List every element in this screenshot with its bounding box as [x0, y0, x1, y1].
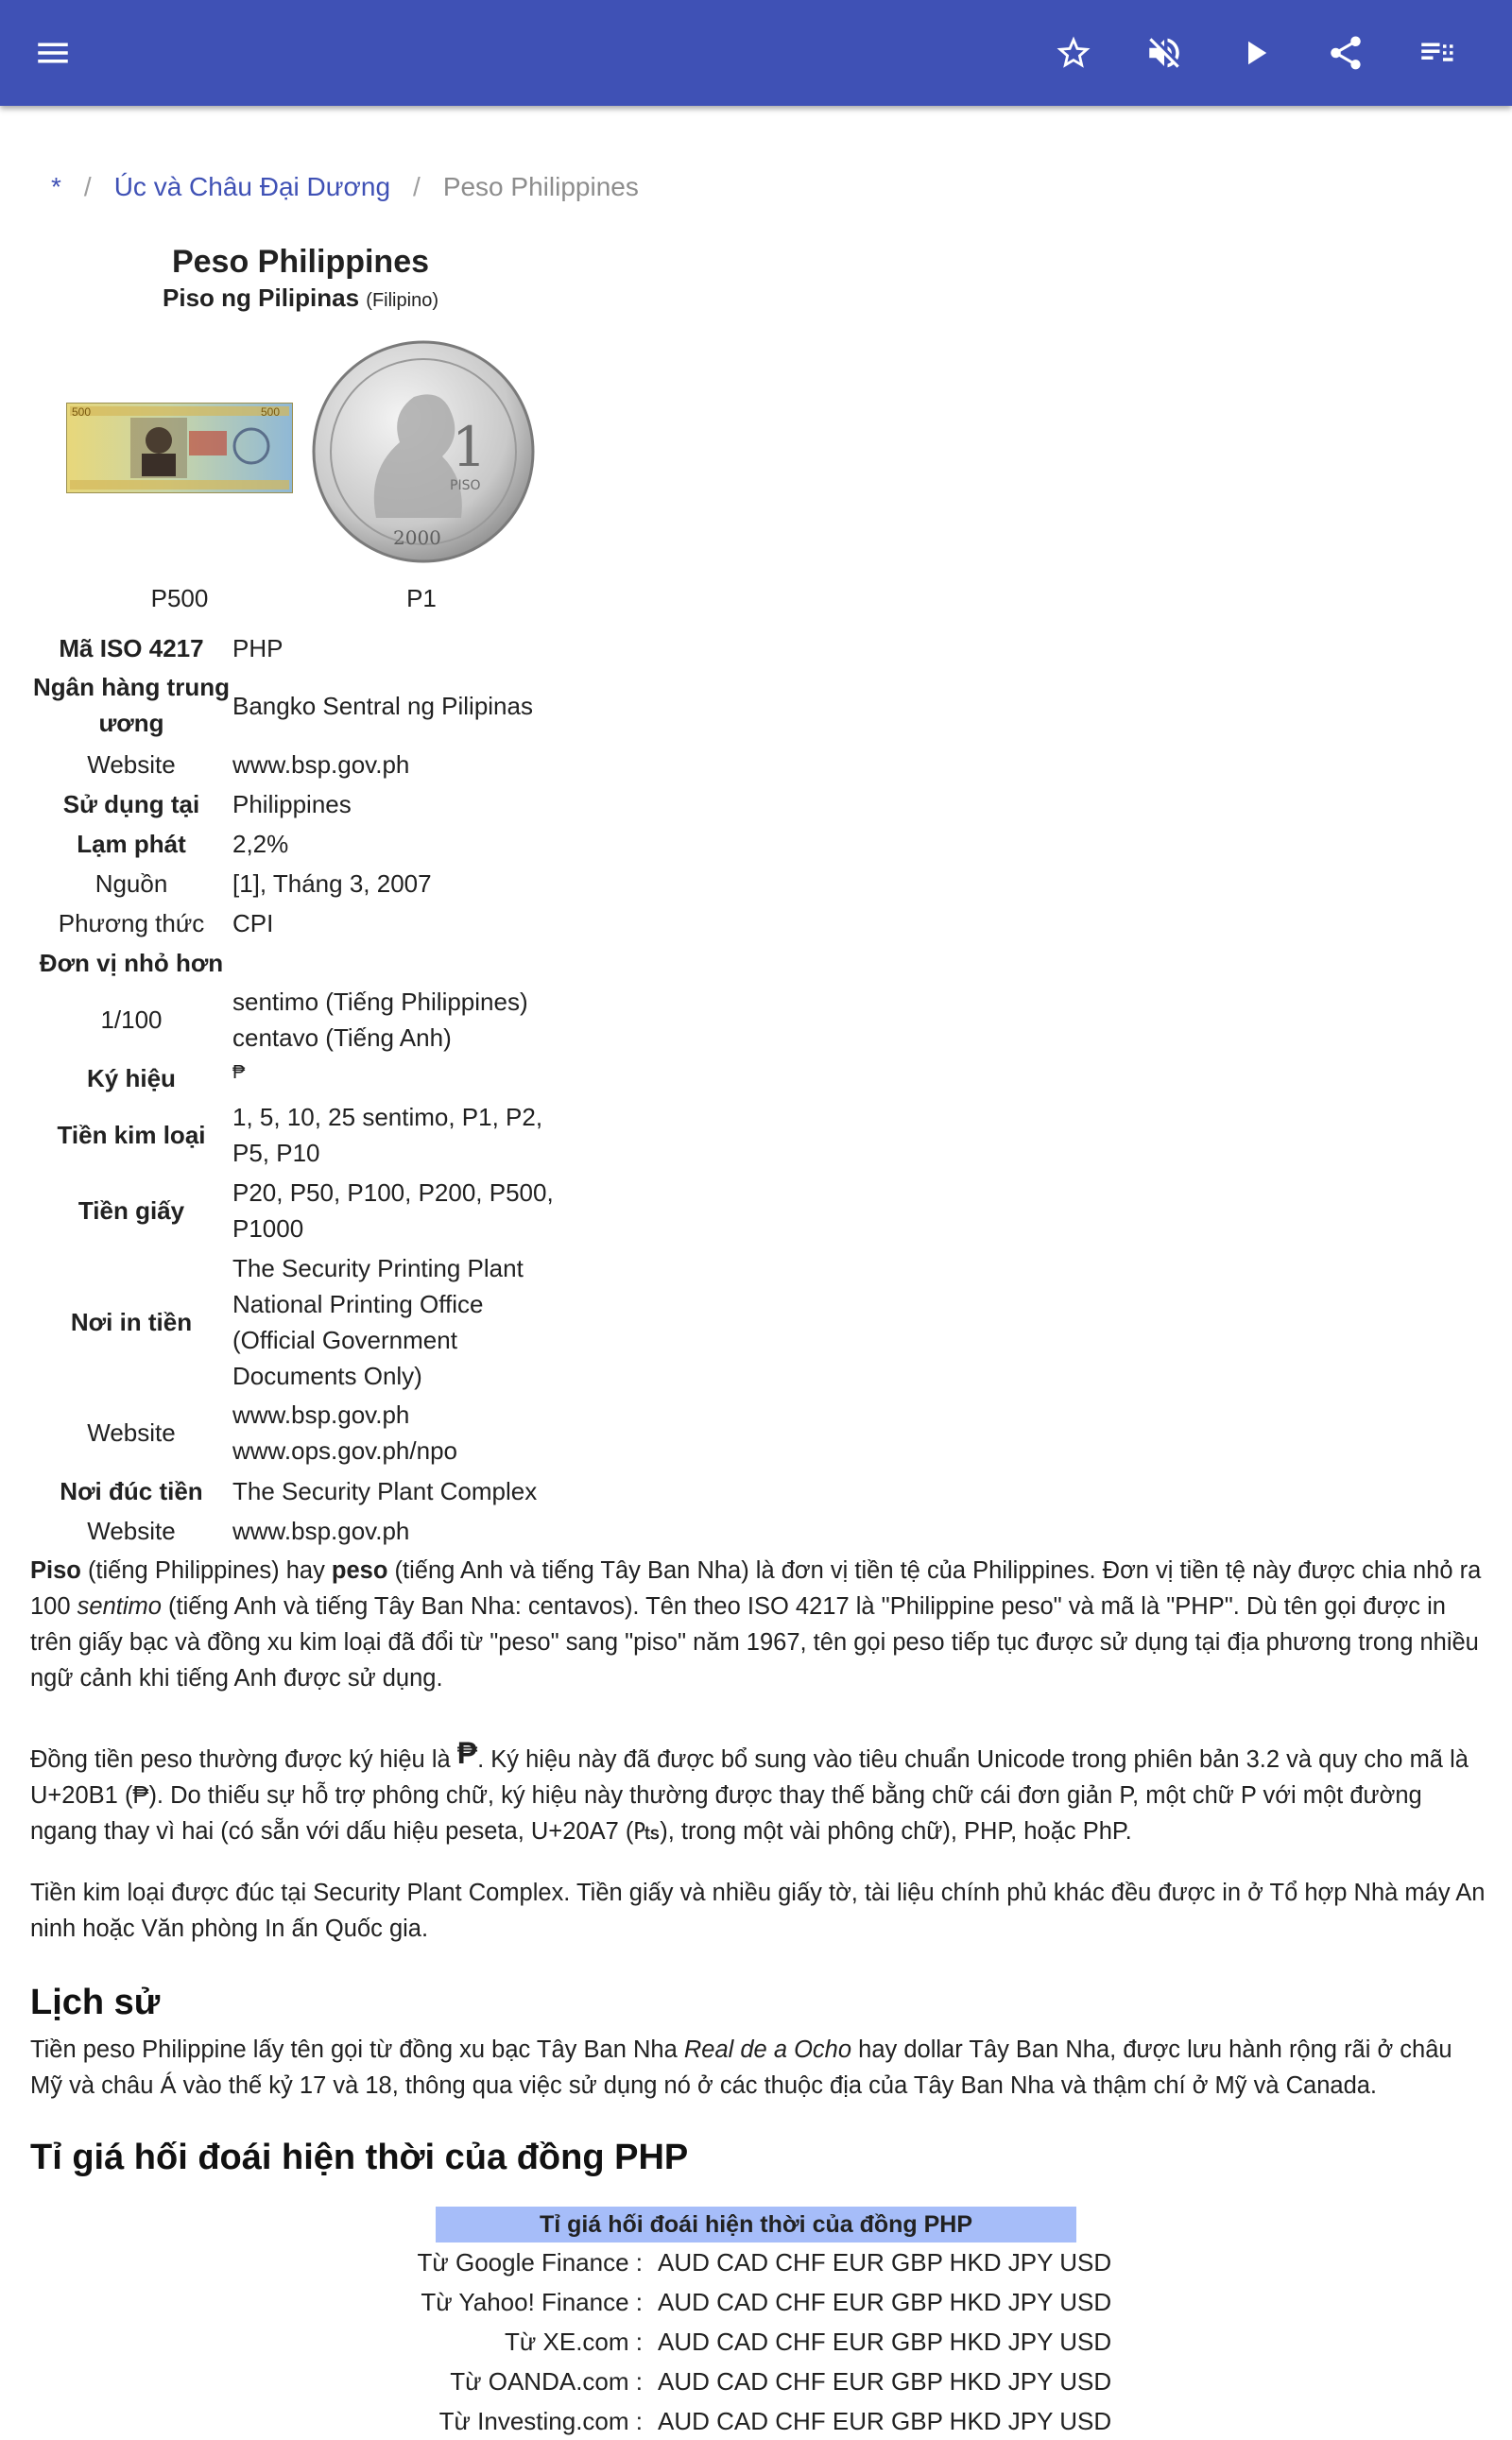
row-value: P5, P10 [232, 1139, 320, 1167]
volume-off-icon [1144, 33, 1184, 73]
rates-source: Từ Google Finance : [417, 2248, 643, 2277]
breadcrumb-home[interactable]: * [51, 172, 61, 201]
star-outline-icon [1054, 33, 1093, 73]
menu-icon [33, 33, 73, 73]
infobox-title: Peso Philippines [171, 244, 430, 280]
share-icon [1326, 33, 1366, 73]
row-value: sentimo (Tiếng Philippines) [232, 988, 528, 1016]
coin-image[interactable] [310, 338, 537, 565]
svg-text:500: 500 [261, 405, 281, 419]
paragraph-symbol [30, 1735, 1486, 1849]
row-value: ₱ [232, 1062, 246, 1083]
rates-currencies[interactable]: AUD CAD CHF EUR GBP HKD JPY USD [658, 2328, 1112, 2356]
banknote-image[interactable] [66, 403, 293, 493]
row-label: ương [98, 709, 164, 737]
term-sentimo: sentimo [77, 1593, 162, 1620]
row-label: Nguồn [94, 869, 168, 898]
row-label: Mã ISO 4217 [59, 634, 204, 662]
row-label: Phương thức [58, 909, 205, 937]
text: Đồng tiền peso thường được ký hiệu là [30, 1746, 457, 1773]
row-label: Nơi in tiền [70, 1308, 193, 1336]
breadcrumb [51, 166, 639, 208]
row-value: Bangko Sentral ng Pilipinas [232, 692, 533, 720]
share-button[interactable] [1317, 25, 1374, 81]
paragraph-intro [30, 1553, 1486, 1696]
row-value: www.bsp.gov.ph [232, 1517, 410, 1545]
banknote-caption: P500 [150, 584, 209, 612]
row-value: The Security Printing Plant [232, 1254, 524, 1282]
text: . Ký hiệu này đã được bổ sung vào tiêu chuẩn Unicode trong phiên bản 3.2 và quy cho mã là U+20B1 (₱). Do thiếu sự hỗ trợ phông chữ, ký hiệu này thường được thay thế bằng chữ cái đơn giản P, một chữ P với một đường ngang thay vì hai (có sẵn với dấu hiệu peseta, U+20A7 (₧), trong một vài phông chữ), PHP, hoặc PhP. [30, 1746, 1469, 1845]
rates-source: Từ OANDA.com : [450, 2367, 643, 2396]
row-value: CPI [232, 909, 274, 937]
breadcrumb-separator: / [83, 172, 92, 201]
row-value: Documents Only) [232, 1362, 422, 1390]
row-value: 1, 5, 10, 25 sentimo, P1, P2, [232, 1103, 543, 1131]
text: hay dollar Tây Ban Nha, được lưu hành rộng rãi ở châu Mỹ và châu Á vào thế kỷ 17 và 18, thông qua việc sử dụng nó ở các thuộc địa của Tây Ban Nha và thậm chí ở Mỹ và Canada. [30, 2036, 1452, 2099]
row-value: www.bsp.gov.ph [232, 750, 410, 779]
rates-currencies[interactable]: AUD CAD CHF EUR GBP HKD JPY USD [658, 2367, 1112, 2396]
coin-caption: P1 [406, 584, 437, 612]
svg-text:PISO: PISO [450, 478, 481, 493]
peso-symbol: ₱ [456, 1736, 478, 1770]
row-label: 1/100 [100, 1005, 163, 1034]
native-name-language: (Filipino) [366, 290, 438, 311]
term-peso: peso [331, 1557, 388, 1584]
play-icon [1235, 33, 1275, 73]
rates-currencies[interactable]: AUD CAD CHF EUR GBP HKD JPY USD [658, 2248, 1112, 2277]
row-label: Sử dụng tại [62, 790, 200, 818]
play-button[interactable] [1227, 25, 1283, 81]
svg-text:1: 1 [452, 415, 487, 479]
row-value: www.bsp.gov.ph [232, 1400, 410, 1429]
row-value: www.ops.gov.ph/npo [232, 1436, 457, 1465]
playlist-icon [1417, 33, 1456, 73]
rates-table-header: Tỉ giá hối đoái hiện thời của đồng PHP [436, 2207, 1076, 2242]
text: (tiếng Anh và tiếng Tây Ban Nha) là đơn vị tiền tệ của Philippines. Đơn vị tiền tệ này được chia nhỏ ra 100 [30, 1557, 1482, 1620]
rates-currencies[interactable]: AUD CAD CHF EUR GBP HKD JPY USD [658, 2288, 1112, 2316]
breadcrumb-separator: / [413, 172, 421, 201]
row-label: Đơn vị nhỏ hơn [39, 949, 224, 977]
row-value: P20, P50, P100, P200, P500, [232, 1178, 554, 1207]
term-real-de-a-ocho: Real de a Ocho [683, 2036, 852, 2063]
row-label: Website [87, 1418, 176, 1447]
app-bar [0, 0, 1512, 106]
term-piso: Piso [30, 1557, 81, 1584]
row-value: (Official Government [232, 1326, 457, 1354]
row-value: [1], Tháng 3, 2007 [232, 869, 432, 898]
breadcrumb-parent[interactable]: Úc và Châu Đại Dương [113, 172, 391, 201]
row-label: Website [87, 750, 176, 779]
mute-button[interactable] [1136, 25, 1193, 81]
row-value: P1000 [232, 1214, 304, 1243]
svg-text:500: 500 [72, 405, 92, 419]
row-label: Tiền giấy [77, 1196, 185, 1225]
heading-exchange-rates: Tỉ giá hối đoái hiện thời của đồng PHP [30, 2138, 689, 2177]
rates-source: Từ Investing.com : [438, 2407, 643, 2435]
row-label: Website [87, 1517, 176, 1545]
breadcrumb-current: Peso Philippines [442, 172, 639, 201]
row-value: PHP [232, 634, 284, 662]
text: Tiền peso Philippine lấy tên gọi từ đồng xu bạc Tây Ban Nha [30, 2036, 684, 2063]
menu-button[interactable] [25, 25, 81, 81]
native-name: Piso ng Pilipinas [163, 284, 360, 312]
heading-history: Lịch sử [30, 1983, 161, 2022]
svg-text:2000: 2000 [393, 526, 441, 549]
text: (tiếng Philippines) hay [80, 1557, 332, 1584]
rates-currencies[interactable]: AUD CAD CHF EUR GBP HKD JPY USD [658, 2407, 1112, 2435]
row-label: Nơi đúc tiền [60, 1477, 203, 1505]
row-value: 2,2% [232, 830, 289, 858]
paragraph-mint: Tiền kim loại được đúc tại Security Plant Complex. Tiền giấy và nhiều giấy tờ, tài liệu chính phủ khác đều được in ở Tổ hợp Nhà máy An ninh hoặc Văn phòng In ấn Quốc gia. [30, 1880, 1486, 1942]
text: (tiếng Anh và tiếng Tây Ban Nha: centavos). Tên theo ISO 4217 là "Philippine peso" và mã là "PHP". Dù tên gọi được in trên giấy bạc và đồng xu kim loại đã đổi từ "peso" sang "piso" năm 1967, tên gọi peso tiếp tục được sử dụng tại địa phương trong nhiều ngữ cảnh khi tiếng Anh được sử dụng. [30, 1593, 1479, 1692]
row-label: Ngân hàng trung [33, 673, 230, 701]
row-value: National Printing Office [232, 1290, 484, 1318]
row-label: Lạm phát [77, 830, 186, 858]
bookmark-button[interactable] [1045, 25, 1102, 81]
contents-button[interactable] [1408, 25, 1465, 81]
row-label: Tiền kim loại [57, 1121, 206, 1149]
row-value: centavo (Tiếng Anh) [232, 1023, 452, 1052]
row-label: Ký hiệu [87, 1064, 176, 1092]
rates-source: Từ XE.com : [505, 2328, 643, 2356]
infobox-native-name [0, 284, 601, 313]
row-value: Philippines [232, 790, 352, 818]
rates-source: Từ Yahoo! Finance : [421, 2288, 643, 2316]
row-value: The Security Plant Complex [232, 1477, 538, 1505]
paragraph-history [30, 2032, 1486, 2104]
